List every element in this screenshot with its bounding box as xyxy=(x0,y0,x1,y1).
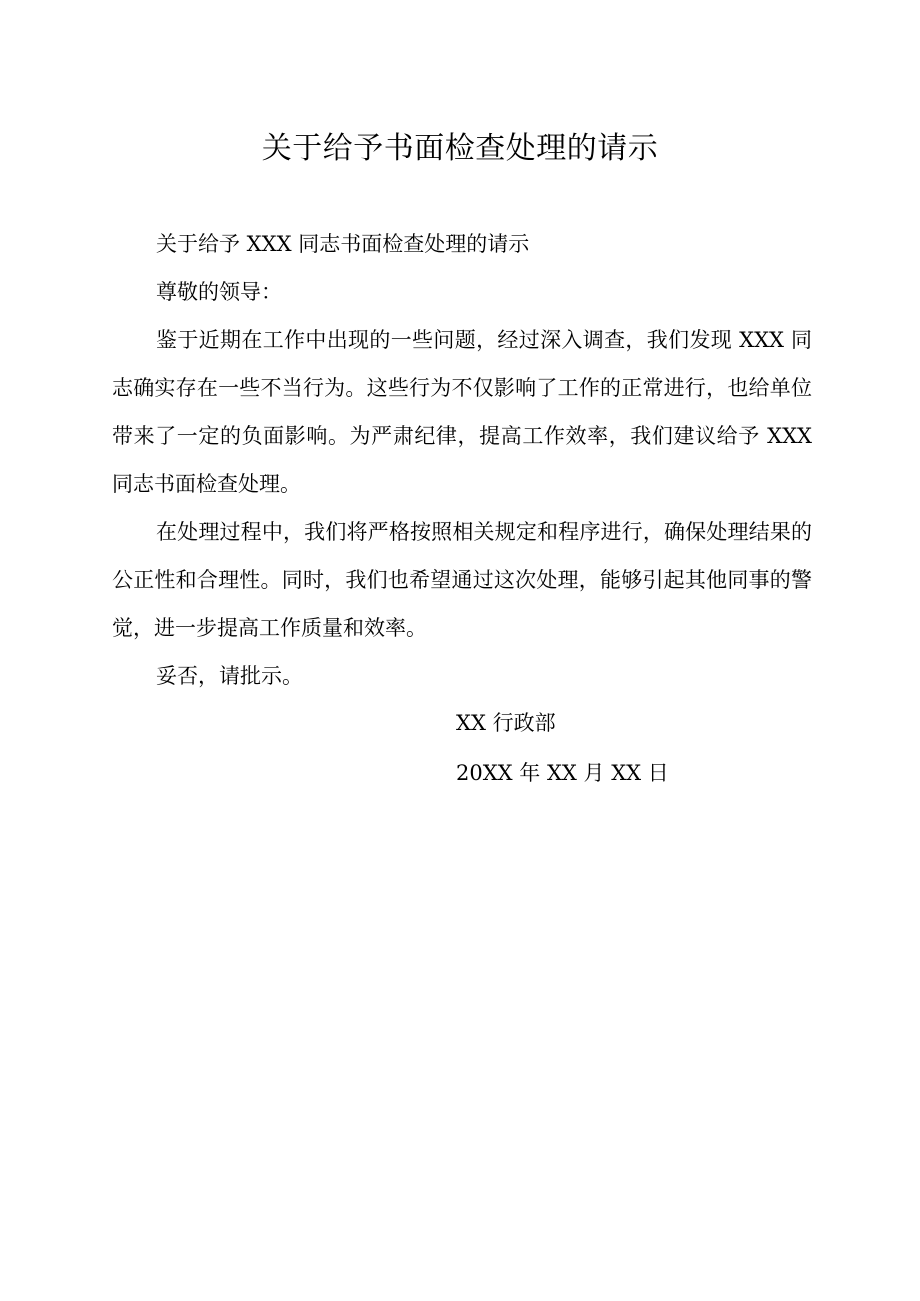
signature-department: XX 行政部 xyxy=(456,711,556,735)
closing-line: 妥否，请批示。 xyxy=(156,664,303,688)
subject-line: 关于给予 XXX 同志书面检查处理的请示 xyxy=(156,232,530,256)
document-body xyxy=(112,220,812,700)
body-paragraph-1: 鉴于近期在工作中出现的一些问题，经过深入调查，我们发现 XXX 同志确实存在一些不当行为。这些行为不仅影响了工作的正常进行，也给单位带来了一定的负面影响。为严肃纪律，提高工作效率，我们建议给予 XXX 同志书面检查处理。 xyxy=(112,328,812,496)
signature-date: 20XX 年 XX 月 XX 日 xyxy=(456,761,669,785)
body-paragraph-2: 在处理过程中，我们将严格按照相关规定和程序进行，确保处理结果的公正性和合理性。同时，我们也希望通过这次处理，能够引起其他同事的警觉，进一步提高工作质量和效率。 xyxy=(112,520,812,640)
salutation: 尊敬的领导： xyxy=(156,280,282,304)
document-title: 关于给予书面检查处理的请示 xyxy=(261,131,659,166)
signature-block xyxy=(456,698,669,798)
